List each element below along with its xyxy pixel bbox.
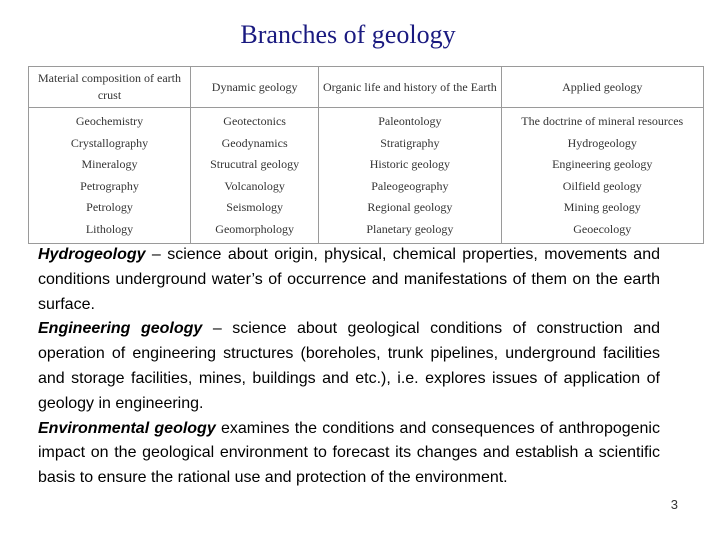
definition-text: – science about geological conditions of construction and operation of engineering structures (boreholes, trunk pipelines, underground facilities and storage facilities, mines, buildings and etc.), i.e. explores issues of application of geology in engineering.: [38, 320, 661, 412]
table-cell: Geotectonics: [223, 114, 286, 128]
definition-engineering-geology: [38, 317, 660, 416]
table-cell: Volcanology: [224, 178, 285, 193]
table-cell: Crystallography: [70, 135, 149, 150]
term-engineering-geology: Engineering geology: [38, 320, 203, 338]
table-cell: Strucutral geology: [210, 157, 300, 171]
table-cell: Engineering geology: [552, 157, 653, 171]
table-cell: Paleogeography: [371, 178, 449, 193]
header-organic-life-history: Organic life and history of the Earth: [319, 67, 501, 108]
term-environmental-geology: Environmental geology: [38, 419, 216, 437]
definition-text: – science about origin, physical, chemical properties, movements and conditions underground water’s of occurrence and manifestations of them on the earth surface.: [38, 246, 660, 313]
table-cell: Geochemistry: [75, 114, 144, 128]
definition-text: examines the conditions and consequences of anthropogenic impact on the geological environment to forecast its changes and establish a scientific basis to ensure the rational use and protection of the environment.: [38, 419, 660, 487]
table-cell: Petrography: [80, 178, 139, 193]
table-cell: Mining geology: [563, 200, 641, 214]
table-cell: Geoecology: [573, 221, 632, 236]
table-header-row: [29, 67, 704, 108]
table-cell: Geodynamics: [221, 135, 288, 150]
column-material-composition: [29, 108, 191, 244]
table-cell: Mineralogy: [81, 157, 138, 171]
column-organic-life-history: [319, 108, 501, 244]
table-cell: Lithology: [85, 221, 134, 236]
column-dynamic-geology: [191, 108, 319, 244]
table-cell: Planetary geology: [366, 221, 454, 236]
table-cell: Stratigraphy: [380, 135, 440, 150]
table-cell: Oilfield geology: [562, 178, 642, 193]
header-applied-geology: Applied geology: [501, 67, 704, 108]
table-cell: Regional geology: [367, 200, 453, 214]
definitions-text: [38, 243, 660, 491]
table-cell: The doctrine of mineral resources: [521, 114, 684, 128]
term-hydrogeology: Hydrogeology: [38, 246, 146, 263]
page-number: 3: [670, 497, 678, 512]
table-cell: Hydrogeology: [567, 135, 637, 150]
definition-environmental-geology: [38, 417, 660, 491]
table-cell: Petrology: [86, 200, 133, 214]
table-cell: Historic geology: [369, 157, 451, 171]
table-cell: Geomorphology: [215, 221, 294, 236]
table-cell: Seismology: [226, 200, 283, 214]
definition-hydrogeology: [38, 243, 660, 317]
slide-title: Branches of geology: [240, 20, 456, 49]
column-applied-geology: [501, 108, 704, 244]
header-material-composition: Material composition of earth crust: [29, 67, 191, 108]
branches-table: [28, 66, 704, 244]
table-cell: Paleontology: [378, 114, 442, 128]
header-dynamic-geology: Dynamic geology: [191, 67, 319, 108]
table-body-row: [29, 108, 704, 244]
